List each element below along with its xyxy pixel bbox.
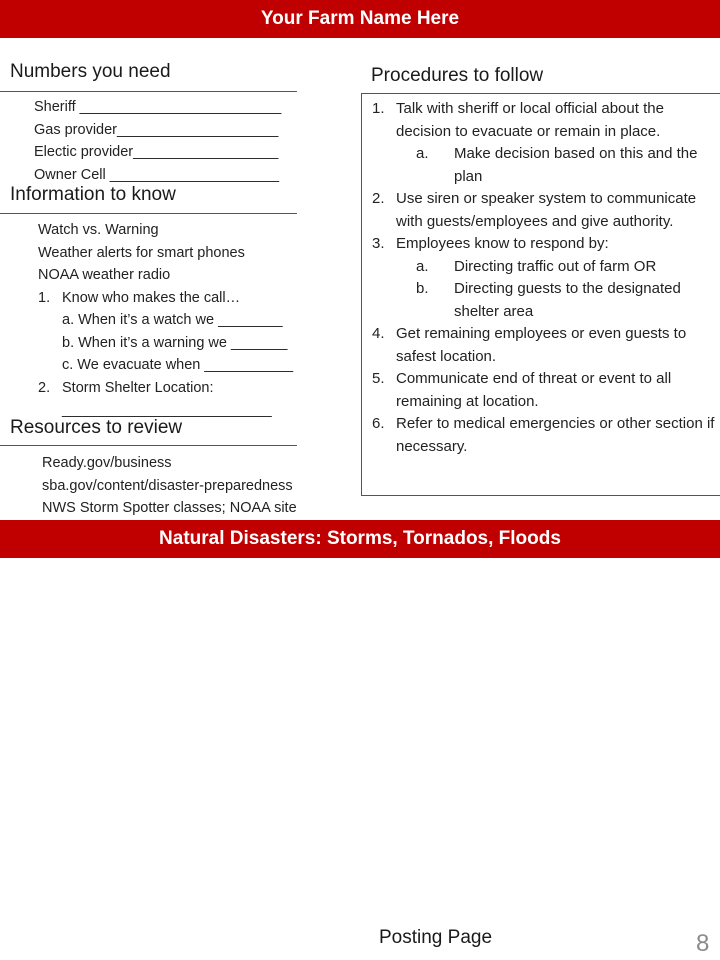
procedure-number: 4. <box>372 325 385 342</box>
info-sub: a. When it’s a watch we ________ <box>62 312 283 328</box>
procedure-number: 6. <box>372 415 385 432</box>
number-item-sheriff: Sheriff _________________________ <box>34 99 282 115</box>
info-line: Watch vs. Warning <box>38 222 159 238</box>
procedure-text: Use siren or speaker system to communicate with guests/employees and give authority. <box>396 190 697 230</box>
resources-underline <box>0 445 297 446</box>
procedure-text: Communicate end of threat or event to all remaining at location. <box>396 370 672 410</box>
procedure-number: 2. <box>372 190 385 207</box>
numbers-heading: Numbers you need <box>10 61 171 82</box>
info-sub: b. When it’s a warning we _______ <box>62 334 288 351</box>
numbers-underline <box>0 91 297 92</box>
resource-item: Ready.gov/business <box>42 455 172 471</box>
information-heading: Information to know <box>10 184 176 205</box>
procedure-subitem-letter: a. <box>416 257 429 275</box>
procedure-item <box>372 323 717 368</box>
procedure-text: Talk with sheriff or local official about the decision to evacuate or remain in place. <box>396 100 664 140</box>
procedure-number: 3. <box>372 235 385 252</box>
procedure-subitem <box>372 278 717 323</box>
procedure-item <box>372 233 717 256</box>
info-line: NOAA weather radio <box>38 267 171 283</box>
resource-item: NWS Storm Spotter classes; NOAA site <box>42 500 297 516</box>
number-item-owner-cell: Owner Cell _____________________ <box>34 166 280 183</box>
section-title-banner <box>0 520 720 558</box>
procedure-number: 1. <box>372 100 385 117</box>
information-list <box>38 219 338 422</box>
information-underline <box>0 213 297 214</box>
resources-heading: Resources to review <box>10 417 183 438</box>
farm-name-banner <box>0 0 720 38</box>
procedure-subitem-letter: a. <box>416 145 429 162</box>
info-line: Weather alerts for smart phones <box>38 244 245 261</box>
procedure-item <box>372 413 717 458</box>
procedure-subitem-text: Directing guests to the designated shelter area <box>454 280 681 320</box>
page-number: 8 <box>696 930 710 957</box>
procedure-item <box>372 368 717 413</box>
procedure-subitem-text: Directing traffic out of farm OR <box>454 257 657 275</box>
number-item-gas: Gas provider____________________ <box>34 121 279 138</box>
number-item-electric: Electic provider__________________ <box>34 144 279 160</box>
farm-name: Your Farm Name Here <box>260 8 460 29</box>
numbers-list <box>34 96 281 186</box>
procedure-subitem <box>372 143 717 188</box>
procedure-subitem <box>372 256 717 279</box>
procedures-list <box>372 98 717 458</box>
procedure-text: Get remaining employees or even guests to safest location. <box>396 325 687 365</box>
procedure-item <box>372 188 717 233</box>
resources-list <box>42 452 297 520</box>
procedure-subitem-text: Make decision based on this and the plan <box>454 145 698 185</box>
posting-page-label: Posting Page <box>379 927 493 948</box>
procedure-text: Refer to medical emergencies or other section if necessary. <box>396 415 715 455</box>
procedures-heading: Procedures to follow <box>371 65 544 86</box>
info-item-2: 2. Storm Shelter Location: <box>38 379 214 396</box>
info-item-1: 1. Know who makes the call… <box>38 289 241 306</box>
info-sub: c. We evacuate when ___________ <box>62 357 294 373</box>
section-title: Natural Disasters: Storms, Tornados, Floods <box>159 528 561 549</box>
procedure-number: 5. <box>372 370 385 387</box>
shelter-location-blank: __________________________ <box>62 402 272 418</box>
procedure-subitem-letter: b. <box>416 280 429 297</box>
procedure-item <box>372 98 717 143</box>
procedure-text: Employees know to respond by: <box>396 235 609 252</box>
resource-item: sba.gov/content/disaster-preparedness <box>42 477 293 494</box>
procedures-box <box>361 93 720 496</box>
